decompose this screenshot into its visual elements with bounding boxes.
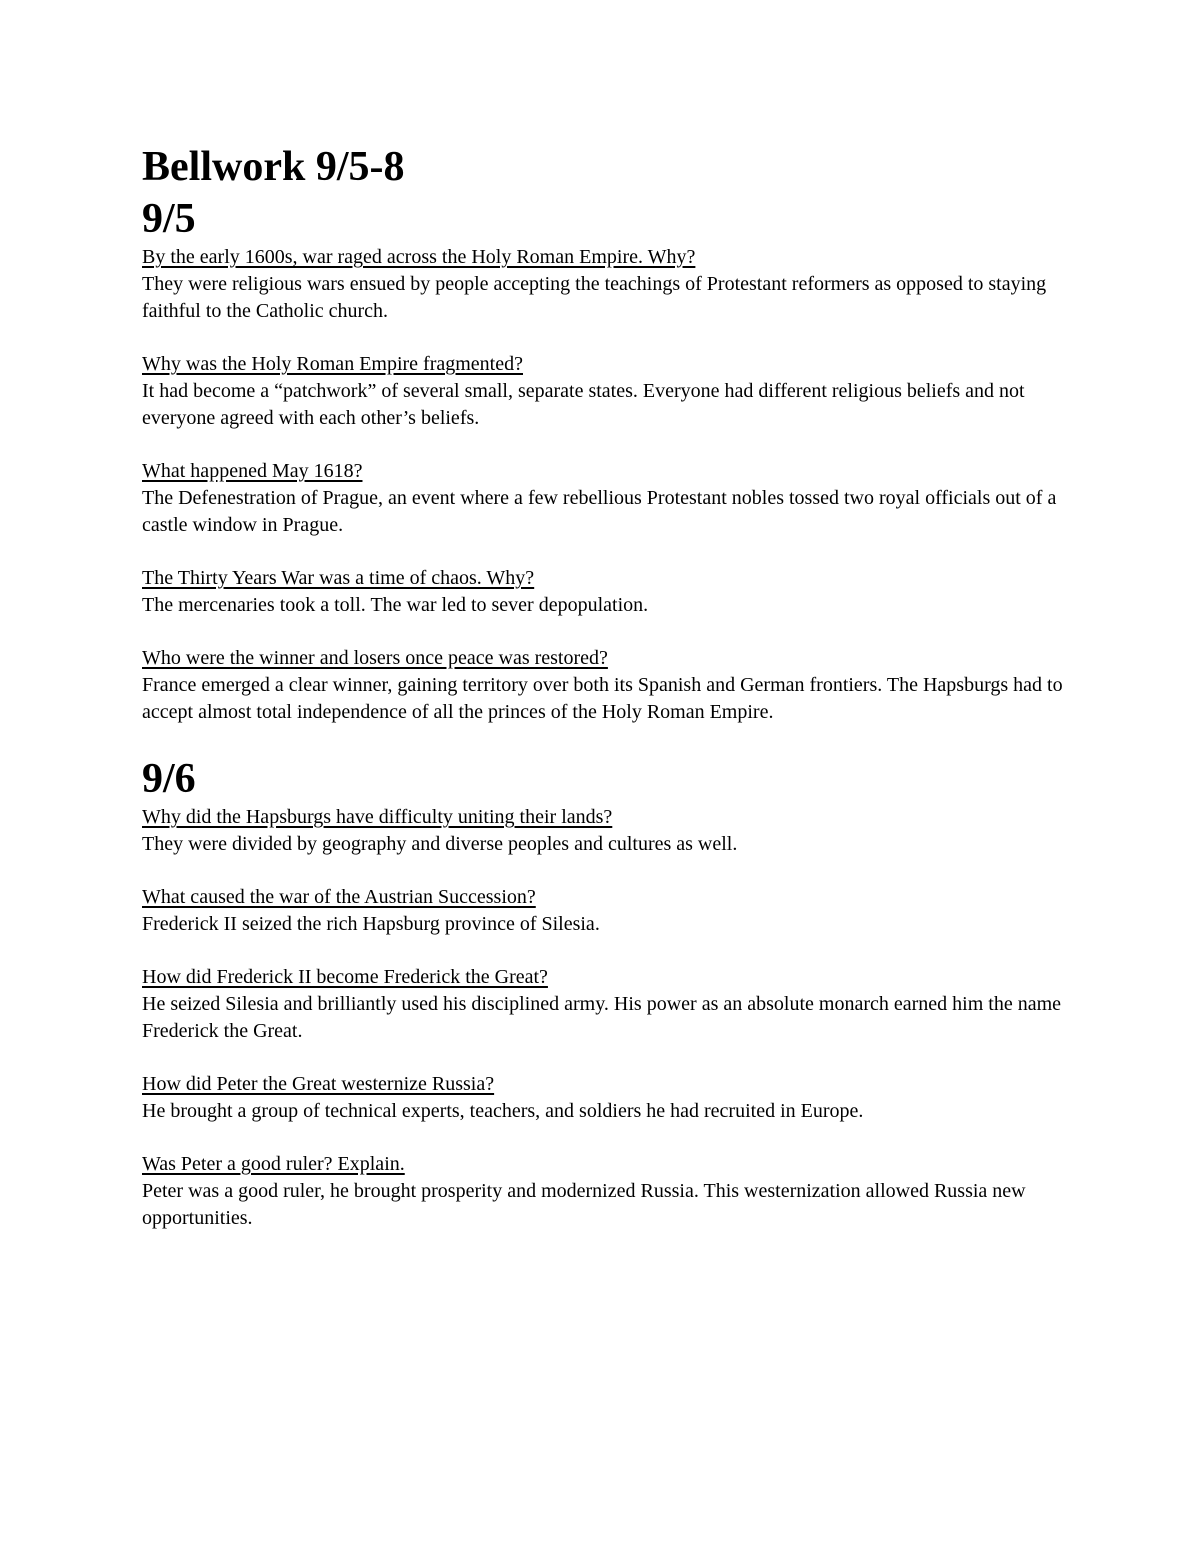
answer: The Defenestration of Prague, an event where a few rebellious Protestant nobles tossed two royal officials out of a castle window in Prague. (142, 487, 1057, 536)
qa-item (142, 1071, 1072, 1125)
question: What caused the war of the Austrian Succession? (142, 886, 536, 908)
qa-item (142, 244, 1072, 325)
section-9-6 (142, 754, 1072, 1232)
qa-item (142, 458, 1072, 539)
section-heading: 9/5 (142, 196, 196, 242)
question: How did Frederick II become Frederick the Great? (142, 966, 548, 988)
question: Why was the Holy Roman Empire fragmented? (142, 353, 523, 375)
question: By the early 1600s, war raged across the Holy Roman Empire. Why? (142, 246, 696, 268)
question: The Thirty Years War was a time of chaos. Why? (142, 567, 535, 589)
qa-item (142, 351, 1072, 432)
question: Why did the Hapsburgs have difficulty uniting their lands? (142, 806, 613, 828)
answer: Frederick II seized the rich Hapsburg province of Silesia. (142, 913, 600, 935)
qa-item (142, 884, 1072, 938)
answer: He brought a group of technical experts, teachers, and soldiers he had recruited in Europe. (142, 1100, 864, 1122)
question: Was Peter a good ruler? Explain. (142, 1153, 405, 1175)
question: Who were the winner and losers once peace was restored? (142, 647, 608, 669)
answer: Peter was a good ruler, he brought prosperity and modernized Russia. This westernization allowed Russia new opportunities. (142, 1180, 1026, 1229)
qa-item (142, 964, 1072, 1045)
answer: They were religious wars ensued by people accepting the teachings of Protestant reformers as opposed to staying faithful to the Catholic church. (142, 273, 1047, 322)
answer: It had become a “patchwork” of several small, separate states. Everyone had different religious beliefs and not everyone agreed with each other’s beliefs. (142, 380, 1025, 429)
document-page (142, 140, 1072, 1232)
qa-item (142, 565, 1072, 619)
question: How did Peter the Great westernize Russia? (142, 1073, 495, 1095)
qa-item (142, 1151, 1072, 1232)
document-title: Bellwork 9/5-8 (142, 144, 405, 190)
answer: They were divided by geography and diverse peoples and cultures as well. (142, 833, 738, 855)
answer: France emerged a clear winner, gaining territory over both its Spanish and German frontiers. The Hapsburgs had to accept almost total independence of all the princes of the Holy Roman Empire. (142, 674, 1063, 723)
section-9-5 (142, 194, 1072, 726)
answer: The mercenaries took a toll. The war led to sever depopulation. (142, 594, 649, 616)
qa-item (142, 645, 1072, 726)
answer: He seized Silesia and brilliantly used his disciplined army. His power as an absolute monarch earned him the name Frederick the Great. (142, 993, 1062, 1042)
section-heading: 9/6 (142, 756, 196, 802)
question: What happened May 1618? (142, 460, 363, 482)
qa-item (142, 804, 1072, 858)
